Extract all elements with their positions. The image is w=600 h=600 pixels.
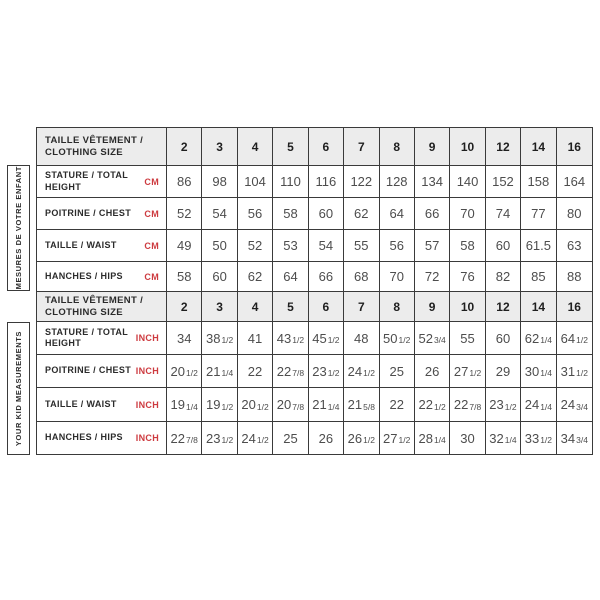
- size-value: 9: [428, 139, 436, 154]
- fraction: 1/2: [186, 368, 198, 378]
- measurement-value-cell: 54: [309, 230, 344, 262]
- size-header-cell: [309, 128, 344, 166]
- measurement-value-cell: 140: [450, 166, 485, 198]
- measurement-value-cell: 53: [273, 230, 308, 262]
- size-header-cell: [202, 128, 237, 166]
- fraction: 1/2: [398, 335, 411, 345]
- measurement-value-cell: 23 1/2: [486, 388, 521, 422]
- size-value: 3: [216, 299, 223, 314]
- size-header-cell: [557, 292, 592, 322]
- measurement-value-cell: 19 1/2: [202, 388, 237, 422]
- row-label: HANCHES / HIPS: [45, 432, 123, 443]
- measurement-value-cell: 66: [415, 198, 450, 230]
- measurement-value-cell: 58: [167, 262, 202, 292]
- size-header-cell: [521, 128, 556, 166]
- measurement-value-cell: 61.5: [521, 230, 556, 262]
- fraction: 1/2: [576, 335, 588, 345]
- measurement-value-cell: 22: [380, 388, 415, 422]
- fraction: 1/2: [576, 368, 588, 378]
- measurement-value-cell: 20 1/2: [238, 388, 273, 422]
- size-value: 10: [460, 139, 475, 154]
- measurement-value-cell: 24 1/2: [344, 355, 379, 388]
- measurement-value-cell: 34 3/4: [560, 430, 588, 446]
- measurement-value-cell: 45 1/2: [309, 322, 344, 355]
- fraction: 1/4: [186, 401, 198, 412]
- size-value: 3: [216, 139, 223, 154]
- measurement-value-cell: 77: [521, 198, 556, 230]
- measurement-value-cell: 20 7/8: [273, 388, 308, 422]
- measurement-value-cell: 22 7/8: [273, 355, 308, 388]
- size-value: 12: [496, 299, 510, 314]
- measurement-value-cell: 27 1/2: [380, 422, 415, 454]
- measurement-value-cell: 116: [309, 166, 344, 198]
- measurement-value-cell: 80: [557, 198, 592, 230]
- size-value: 6: [322, 139, 330, 154]
- side-label-inch: YOUR KID MEASUREMENTS: [14, 330, 23, 447]
- size-header-cell: [167, 128, 202, 166]
- row-label: TAILLE / WAIST: [45, 398, 117, 409]
- size-header-cell: [415, 128, 450, 166]
- fraction: 1/4: [433, 435, 446, 445]
- measurement-value-cell: 30 1/4: [521, 355, 556, 388]
- measurement-value-cell: 21 5/8: [344, 388, 379, 422]
- measurement-value-cell: 122: [344, 166, 379, 198]
- size-header-cell: [450, 128, 485, 166]
- measurement-value-cell: 62: [238, 262, 273, 292]
- measurement-label-cell: [37, 422, 167, 454]
- measurement-value-cell: 64 1/2: [557, 322, 592, 355]
- side-section-cm: [7, 165, 30, 291]
- measurement-value-cell: 52 3/4: [415, 322, 450, 355]
- fraction: 1/2: [540, 435, 553, 445]
- size-value: 4: [251, 299, 259, 314]
- fraction: 1/2: [363, 435, 375, 445]
- measurement-value-cell: 32 1/4: [486, 422, 521, 454]
- measurement-label-cell: [37, 322, 167, 355]
- measurement-value-cell: 66: [309, 262, 344, 292]
- size-value: 7: [357, 299, 365, 314]
- fraction: 5/8: [363, 401, 375, 412]
- measurement-value-cell: 62 1/4: [521, 322, 556, 355]
- fraction: 1/2: [256, 435, 269, 445]
- side-section-inch: [7, 322, 30, 455]
- size-header-label-cell: [37, 128, 167, 166]
- measurement-value-cell: 74: [486, 198, 521, 230]
- measurement-value-cell: 48: [344, 322, 379, 355]
- fraction: 7/8: [292, 401, 305, 412]
- measurement-value-cell: 41: [238, 322, 273, 355]
- size-value: 10: [460, 299, 475, 314]
- measurement-value-cell: 63: [557, 230, 592, 262]
- size-value: 8: [393, 299, 401, 314]
- measurement-value-cell: 88: [557, 262, 592, 292]
- size-value: 12: [496, 139, 510, 154]
- measurement-value-cell: 72: [415, 262, 450, 292]
- size-value: 2: [180, 299, 188, 314]
- measurement-value-cell: 19 1/4: [167, 388, 202, 422]
- measurement-value-cell: 164: [557, 166, 592, 198]
- size-value: 6: [322, 299, 330, 314]
- size-value: 5: [287, 299, 294, 314]
- unit-label: INCH: [135, 399, 159, 410]
- measurement-value-cell: 158: [521, 166, 556, 198]
- fraction: 3/4: [576, 401, 588, 412]
- row-label: STATURE / TOTAL HEIGHT: [45, 170, 128, 192]
- size-header-cell: [450, 292, 485, 322]
- unit-label: INCH: [135, 433, 159, 443]
- size-header-cell: [167, 292, 202, 322]
- measurement-label-cell: [37, 262, 167, 292]
- measurement-value-cell: 50: [202, 230, 237, 262]
- measurement-value-cell: 22 7/8: [167, 422, 202, 454]
- measurement-value-cell: 55: [450, 322, 485, 355]
- unit-label: INCH: [135, 333, 159, 343]
- measurement-value-cell: 60: [486, 230, 521, 262]
- measurement-value-cell: 68: [344, 262, 379, 292]
- measurement-value-cell: 134: [415, 166, 450, 198]
- measurement-value-cell: 85: [521, 262, 556, 292]
- measurement-value-cell: 23 1/2: [202, 422, 237, 454]
- fraction: 7/8: [469, 401, 482, 412]
- side-label-cm: MESURES DE VOTRE ENFANT: [14, 166, 23, 290]
- measurement-value-cell: 26: [415, 355, 450, 388]
- fraction: 1/2: [504, 401, 517, 412]
- size-value: 4: [251, 139, 259, 154]
- measurement-value-cell: 29: [486, 355, 521, 388]
- measurement-value-cell: 33 1/2: [521, 422, 556, 454]
- size-header-cell: [238, 128, 273, 166]
- measurement-value-cell: 24 1/4: [521, 388, 556, 422]
- measurement-label-cell: [37, 198, 167, 230]
- measurement-value-cell: 110: [273, 166, 308, 198]
- fraction: 1/2: [398, 435, 411, 445]
- measurement-value-cell: 23 1/2: [309, 355, 344, 388]
- measurement-value-cell: 21 1/4: [202, 355, 237, 388]
- size-header-cell: [238, 292, 273, 322]
- measurement-value-cell: 128: [380, 166, 415, 198]
- size-header-cell: [273, 292, 308, 322]
- size-value: 9: [428, 299, 436, 314]
- fraction: 1/2: [327, 335, 340, 345]
- size-header-cell: [380, 292, 415, 322]
- measurement-value-cell: 24 1/2: [238, 422, 273, 454]
- measurement-label-cell: [37, 355, 167, 388]
- measurement-value-cell: 26 1/2: [344, 422, 379, 454]
- fraction: 1/2: [256, 401, 269, 412]
- row-label: TAILLE / WAIST: [45, 239, 117, 250]
- size-header-cell: [309, 292, 344, 322]
- measurement-value-cell: 70: [380, 262, 415, 292]
- measurement-value-cell: 152: [486, 166, 521, 198]
- measurement-value-cell: 31 1/2: [557, 355, 592, 388]
- row-label: STATURE / TOTAL HEIGHT: [45, 326, 128, 348]
- measurement-value-cell: 55: [344, 230, 379, 262]
- measurement-value-cell: 70: [450, 198, 485, 230]
- fraction: 1/2: [327, 368, 340, 378]
- measurement-value-cell: 104: [238, 166, 273, 198]
- unit-label: CM: [144, 271, 159, 282]
- fraction: 1/4: [504, 435, 517, 445]
- size-header-cell: [521, 292, 556, 322]
- measurement-label-cell: [37, 166, 167, 198]
- size-value: 16: [567, 299, 581, 314]
- fraction: 1/2: [292, 335, 305, 345]
- measurement-value-cell: 27 1/2: [450, 355, 485, 388]
- measurement-label-cell: [37, 230, 167, 262]
- fraction: 1/2: [221, 435, 234, 445]
- measurement-value-cell: 50 1/2: [380, 322, 415, 355]
- size-header-label-cell: [37, 292, 167, 322]
- measurement-value-cell: 60: [202, 262, 237, 292]
- row-label: POITRINE / CHEST: [45, 365, 132, 376]
- fraction: 1/2: [363, 368, 375, 378]
- size-value: 16: [567, 139, 581, 154]
- measurement-value-cell: 58: [273, 198, 308, 230]
- fraction: 1/4: [221, 368, 234, 378]
- measurement-value-cell: 38 1/2: [202, 322, 237, 355]
- size-header-cell: [344, 128, 379, 166]
- unit-label: CM: [144, 208, 159, 219]
- measurement-value-cell: 64: [273, 262, 308, 292]
- size-header-cell: [415, 292, 450, 322]
- size-value: 14: [531, 299, 546, 314]
- size-header-label: TAILLE VÊTEMENT / CLOTHING SIZE: [45, 134, 144, 158]
- size-value: 5: [287, 139, 294, 154]
- measurement-value-cell: 86: [167, 166, 202, 198]
- measurement-value-cell: 64: [380, 198, 415, 230]
- measurement-value-cell: 98: [202, 166, 237, 198]
- fraction: 3/4: [433, 335, 446, 345]
- fraction: 1/4: [540, 401, 553, 412]
- row-label: POITRINE / CHEST: [45, 207, 132, 218]
- size-value: 7: [357, 139, 365, 154]
- size-header-label: TAILLE VÊTEMENT / CLOTHING SIZE: [45, 294, 144, 318]
- fraction: 7/8: [292, 368, 305, 378]
- measurement-value-cell: 52: [238, 230, 273, 262]
- measurement-label-cell: [37, 388, 167, 422]
- measurement-value-cell: 24 3/4: [557, 388, 592, 422]
- measurement-value-cell: 82: [486, 262, 521, 292]
- size-value: 2: [180, 139, 188, 154]
- size-table: [36, 127, 593, 455]
- measurement-value-cell: 22 1/2: [415, 388, 450, 422]
- size-value: 8: [393, 139, 401, 154]
- measurement-value-cell: 57: [415, 230, 450, 262]
- measurement-value-cell: 56: [380, 230, 415, 262]
- fraction: 1/4: [327, 401, 340, 412]
- fraction: 1/2: [469, 368, 482, 378]
- measurement-value-cell: 26: [309, 422, 344, 454]
- unit-label: CM: [144, 176, 159, 187]
- size-header-cell: [486, 128, 521, 166]
- size-header-cell: [344, 292, 379, 322]
- unit-label: CM: [144, 240, 159, 251]
- size-header-cell: [202, 292, 237, 322]
- size-value: 14: [531, 139, 546, 154]
- measurement-value-cell: 34: [167, 322, 202, 355]
- fraction: 1/2: [433, 401, 446, 412]
- fraction: 7/8: [186, 435, 198, 445]
- measurement-value-cell: 28 1/4: [415, 422, 450, 454]
- measurement-value-cell: 25: [273, 422, 308, 454]
- measurement-value-cell: 60: [309, 198, 344, 230]
- unit-label: INCH: [135, 366, 159, 376]
- fraction: 1/4: [540, 335, 553, 345]
- fraction: 1/4: [540, 368, 553, 378]
- fraction: 1/2: [221, 335, 234, 345]
- measurement-value-cell: 21 1/4: [309, 388, 344, 422]
- measurement-value-cell: 52: [167, 198, 202, 230]
- measurement-value-cell: 60: [486, 322, 521, 355]
- measurement-value-cell: 58: [450, 230, 485, 262]
- size-header-cell: [380, 128, 415, 166]
- row-label: HANCHES / HIPS: [45, 270, 123, 281]
- measurement-value-cell: 30: [450, 422, 485, 454]
- measurement-value-cell: 54: [202, 198, 237, 230]
- measurement-value-cell: 25: [380, 355, 415, 388]
- size-header-cell: [486, 292, 521, 322]
- measurement-value-cell: 62: [344, 198, 379, 230]
- measurement-value-cell: 22 7/8: [450, 388, 485, 422]
- size-header-cell: [273, 128, 308, 166]
- measurement-value-cell: 76: [450, 262, 485, 292]
- measurement-value-cell: 20 1/2: [167, 355, 202, 388]
- measurement-value-cell: 56: [238, 198, 273, 230]
- fraction: 1/2: [221, 401, 234, 412]
- fraction: 3/4: [576, 435, 588, 445]
- measurement-value-cell: 43 1/2: [273, 322, 308, 355]
- measurement-value-cell: 22: [238, 355, 273, 388]
- size-header-cell: [557, 128, 592, 166]
- measurement-value-cell: 49: [167, 230, 202, 262]
